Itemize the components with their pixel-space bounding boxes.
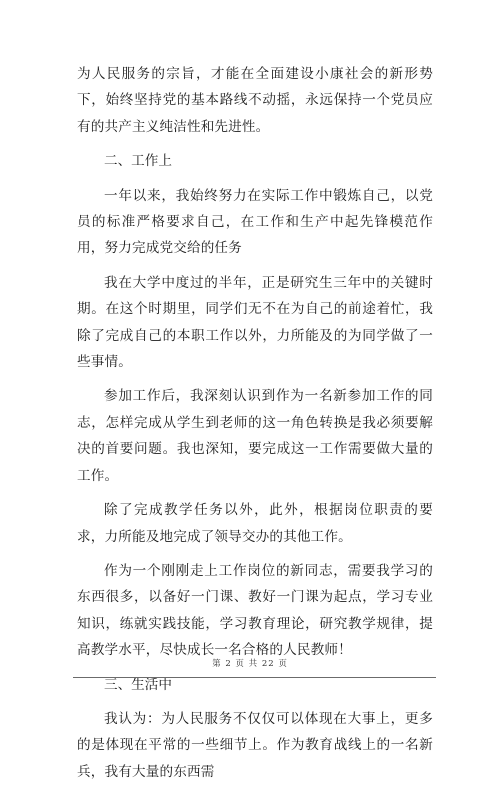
section-heading-life: 三、生活中 (104, 676, 172, 693)
paragraph-continuation: 为人民服务的宗旨，才能在全面建设小康社会的新形势下，始终坚持党的基本路线不动摇，永远保持一个党员应有的共产主义纯洁性和先进性。 (77, 66, 433, 135)
paragraph-other-tasks: 除了完成教学任务以外，此外，根据岗位职责的要求，力所能及地完成了领导交办的其他工作。 (77, 502, 433, 545)
paragraph-after-joining-work: 参加工作后，我深刻认识到作为一名新参加工作的同志，怎样完成从学生到老师的这一角色转换是我必须要解决的首要问题。我也深知，要完成这一工作需要做大量的工作。 (77, 388, 433, 484)
section-heading-work: 二、工作上 (104, 153, 172, 170)
paragraph-university-period: 我在大学中度过的半年，正是研究生三年中的关键时期。在这个时期里，同学们无不在为自己的前途着忙，我除了完成自己的本职工作以外，力所能及的为同学做了一些事情。 (77, 274, 433, 371)
paragraph-new-teacher: 作为一个刚刚走上工作岗位的新同志，需要我学习的东西很多，以备好一门课、教好一门课为起点，学习专业知识，练就实践技能，学习教育理论，研究教学规律，提高教学水平，尽快成长一名合格的人民教师！ (77, 562, 433, 659)
page-number: 第 2 页 共 22 页 (212, 659, 288, 669)
footer-divider (73, 677, 436, 678)
paragraph-life: 我认为：为人民服务不仅仅可以体现在大事上，更多的是体现在平常的一些细节上。作为教育战线上的一名新兵，我有大量的东西需 (77, 710, 433, 780)
paragraph-work-summary: 一年以来，我始终努力在实际工作中锻炼自己，以党员的标准严格要求自己，在工作和生产中起先锋模范作用，努力完成党交给的任务 (77, 187, 433, 257)
